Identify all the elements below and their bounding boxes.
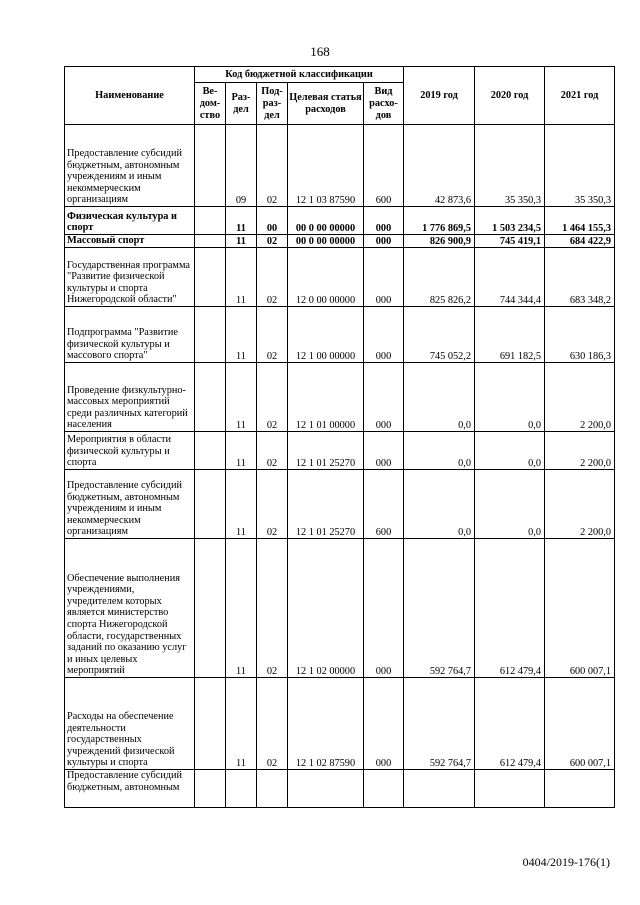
- cell-target: 12 1 01 00000: [288, 363, 364, 432]
- cell-y2019: 0,0: [404, 363, 475, 432]
- cell-target: 12 1 00 00000: [288, 307, 364, 363]
- header-2020: 2020 год: [475, 67, 545, 125]
- cell-vid: 000: [364, 432, 404, 470]
- cell-razdel: 11: [226, 432, 257, 470]
- cell-ved: [195, 539, 226, 678]
- table-row: [65, 125, 615, 207]
- cell-ved: [195, 363, 226, 432]
- cell-razdel: 09: [226, 125, 257, 207]
- cell-razdel: 11: [226, 248, 257, 307]
- cell-podrazdel: 02: [257, 678, 288, 770]
- table-row: [65, 307, 615, 363]
- cell-vid: 000: [364, 307, 404, 363]
- cell-podrazdel: 02: [257, 363, 288, 432]
- cell-target: [288, 770, 364, 808]
- cell-y2021: 2 200,0: [545, 363, 615, 432]
- cell-target: 00 0 00 00000: [288, 207, 364, 235]
- cell-y2020: 612 479,4: [475, 539, 545, 678]
- cell-y2019: 825 826,2: [404, 248, 475, 307]
- cell-vid: 000: [364, 363, 404, 432]
- page-number: 168: [310, 44, 330, 59]
- cell-vid: 600: [364, 125, 404, 207]
- cell-razdel: 11: [226, 678, 257, 770]
- cell-target: 12 1 02 87590: [288, 678, 364, 770]
- table-row: [65, 207, 615, 235]
- header-podrazdel: Под-раз-дел: [257, 83, 288, 125]
- cell-y2021: 684 422,9: [545, 235, 615, 248]
- cell-ved: [195, 125, 226, 207]
- table-row: [65, 770, 615, 808]
- table-row: [65, 235, 615, 248]
- cell-podrazdel: 02: [257, 307, 288, 363]
- table-body: [65, 125, 615, 808]
- cell-vid: 000: [364, 207, 404, 235]
- header-vid: Вид расхо-дов: [364, 83, 404, 125]
- cell-podrazdel: 02: [257, 539, 288, 678]
- cell-name: Предоставление субсидий бюджетным, автономным учреждениям и иным некоммерческим организациям: [65, 125, 195, 207]
- cell-y2019: 745 052,2: [404, 307, 475, 363]
- cell-y2020: 612 479,4: [475, 678, 545, 770]
- cell-ved: [195, 207, 226, 235]
- cell-podrazdel: 02: [257, 432, 288, 470]
- cell-target: 12 0 00 00000: [288, 248, 364, 307]
- cell-y2021: 1 464 155,3: [545, 207, 615, 235]
- cell-name: Предоставление субсидий бюджетным, автономным учреждениям и иным некоммерческим организациям: [65, 470, 195, 539]
- cell-name: Государственная программа "Развитие физической культуры и спорта Нижегородской области": [65, 248, 195, 307]
- cell-y2021: 683 348,2: [545, 248, 615, 307]
- table-row: [65, 539, 615, 678]
- cell-target: 12 1 01 25270: [288, 470, 364, 539]
- cell-y2019: 0,0: [404, 432, 475, 470]
- cell-y2019: 0,0: [404, 470, 475, 539]
- header-budget-code: Код бюджетной классификации: [195, 67, 404, 83]
- table-row: [65, 248, 615, 307]
- cell-name: Расходы на обеспечение деятельности государственных учреждений физической культуры и спорта: [65, 678, 195, 770]
- cell-podrazdel: 02: [257, 248, 288, 307]
- cell-y2020: 745 419,1: [475, 235, 545, 248]
- cell-y2019: 826 900,9: [404, 235, 475, 248]
- cell-y2020: 0,0: [475, 470, 545, 539]
- document-code: 0404/2019-176(1): [522, 855, 610, 869]
- cell-y2021: [545, 770, 615, 808]
- cell-vid: 000: [364, 539, 404, 678]
- cell-target: 12 1 01 25270: [288, 432, 364, 470]
- cell-ved: [195, 432, 226, 470]
- cell-razdel: 11: [226, 207, 257, 235]
- cell-vid: 000: [364, 248, 404, 307]
- cell-vid: [364, 770, 404, 808]
- cell-y2021: 600 007,1: [545, 678, 615, 770]
- cell-podrazdel: 00: [257, 207, 288, 235]
- cell-razdel: 11: [226, 235, 257, 248]
- table-row: [65, 678, 615, 770]
- header-2021: 2021 год: [545, 67, 615, 125]
- cell-y2019: 1 776 869,5: [404, 207, 475, 235]
- header-target: Целевая статья расходов: [288, 83, 364, 125]
- cell-name: Обеспечение выполнения учреждениями, учредителем которых является министерство спорта Нижегородской области, государственных заданий по оказанию услуг и иных целевых мероприятий: [65, 539, 195, 678]
- cell-y2021: 2 200,0: [545, 432, 615, 470]
- cell-y2019: [404, 770, 475, 808]
- cell-y2019: 592 764,7: [404, 678, 475, 770]
- header-2019: 2019 год: [404, 67, 475, 125]
- cell-ved: [195, 678, 226, 770]
- cell-y2021: 35 350,3: [545, 125, 615, 207]
- cell-y2021: 2 200,0: [545, 470, 615, 539]
- cell-ved: [195, 235, 226, 248]
- cell-vid: 000: [364, 678, 404, 770]
- cell-target: 00 0 00 00000: [288, 235, 364, 248]
- cell-vid: 600: [364, 470, 404, 539]
- cell-podrazdel: [257, 770, 288, 808]
- cell-ved: [195, 307, 226, 363]
- cell-y2020: 0,0: [475, 363, 545, 432]
- cell-ved: [195, 248, 226, 307]
- cell-y2019: 42 873,6: [404, 125, 475, 207]
- cell-y2020: 0,0: [475, 432, 545, 470]
- cell-podrazdel: 02: [257, 125, 288, 207]
- cell-name: Проведение физкультурно-массовых мероприятий среди различных категорий населения: [65, 363, 195, 432]
- header-ved: Ве-дом-ство: [195, 83, 226, 125]
- header-name: Наименование: [65, 67, 195, 125]
- cell-y2020: 744 344,4: [475, 248, 545, 307]
- cell-vid: 000: [364, 235, 404, 248]
- cell-razdel: 11: [226, 539, 257, 678]
- cell-razdel: 11: [226, 307, 257, 363]
- table-header: [65, 67, 615, 125]
- cell-y2020: [475, 770, 545, 808]
- budget-table: [64, 66, 615, 808]
- cell-razdel: 11: [226, 363, 257, 432]
- cell-razdel: [226, 770, 257, 808]
- cell-y2020: 35 350,3: [475, 125, 545, 207]
- cell-ved: [195, 470, 226, 539]
- cell-name: Массовый спорт: [65, 235, 195, 248]
- cell-target: 12 1 03 87590: [288, 125, 364, 207]
- cell-name: Мероприятия в области физической культуры и спорта: [65, 432, 195, 470]
- cell-ved: [195, 770, 226, 808]
- cell-y2021: 630 186,3: [545, 307, 615, 363]
- table-row: [65, 432, 615, 470]
- cell-podrazdel: 02: [257, 235, 288, 248]
- cell-name: Физическая культура и спорт: [65, 207, 195, 235]
- table-row: [65, 363, 615, 432]
- cell-podrazdel: 02: [257, 470, 288, 539]
- cell-y2019: 592 764,7: [404, 539, 475, 678]
- cell-name: Подпрограмма "Развитие физической культуры и массового спорта": [65, 307, 195, 363]
- cell-y2021: 600 007,1: [545, 539, 615, 678]
- cell-razdel: 11: [226, 470, 257, 539]
- cell-name: Предоставление субсидий бюджетным, автономным: [65, 770, 195, 808]
- header-razdel: Раз-дел: [226, 83, 257, 125]
- cell-y2020: 691 182,5: [475, 307, 545, 363]
- cell-target: 12 1 02 00000: [288, 539, 364, 678]
- cell-y2020: 1 503 234,5: [475, 207, 545, 235]
- table-row: [65, 470, 615, 539]
